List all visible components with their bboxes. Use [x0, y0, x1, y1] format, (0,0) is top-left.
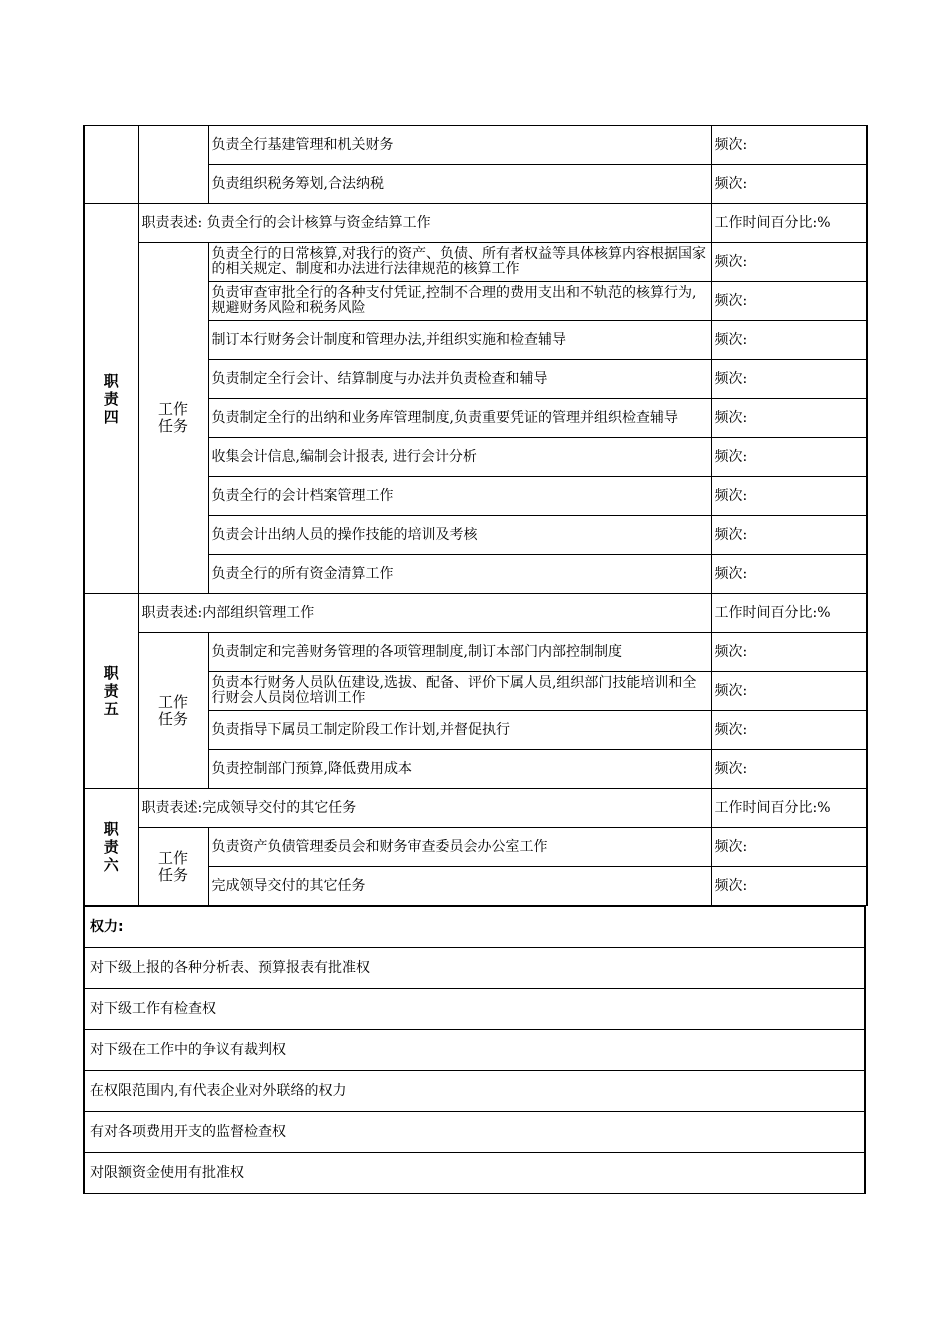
- task-text: 负责制定全行的出纳和业务库管理制度,负责重要凭证的管理并组织检查辅导: [208, 399, 711, 438]
- task-frequency: 频次:: [711, 633, 867, 672]
- duty3-label-cell: [84, 126, 138, 204]
- task-text: 完成领导交付的其它任务: [208, 867, 711, 906]
- duty6-time-percent: 工作时间百分比:%: [711, 789, 867, 828]
- task-text: 负责制定全行会计、结算制度与办法并负责检查和辅导: [208, 360, 711, 399]
- duty4-description: 职责表述: 负责全行的会计核算与资金结算工作: [138, 204, 711, 243]
- power-item-row: [84, 989, 865, 1030]
- duty5-task-row: [84, 633, 867, 672]
- power-table: [83, 905, 866, 1194]
- duty4-work-tasks-label: 工作任务: [138, 243, 208, 594]
- task-frequency: 频次:: [711, 672, 867, 711]
- task-frequency: 频次:: [711, 165, 867, 204]
- power-item: 对下级上报的各种分析表、预算报表有批准权: [84, 948, 865, 989]
- task-frequency: 频次:: [711, 399, 867, 438]
- task-frequency: 频次:: [711, 126, 867, 165]
- task-frequency: 频次:: [711, 828, 867, 867]
- duty5-description: 职责表述:内部组织管理工作: [138, 594, 711, 633]
- power-header-row: [84, 906, 865, 948]
- task-frequency: 频次:: [711, 438, 867, 477]
- task-text: 负责指导下属员工制定阶段工作计划,并督促执行: [208, 711, 711, 750]
- task-frequency: 频次:: [711, 711, 867, 750]
- task-frequency: 频次:: [711, 555, 867, 594]
- power-item: 对下级在工作中的争议有裁判权: [84, 1030, 865, 1071]
- duty3-sub-cell: [138, 126, 208, 204]
- duty6-label: 职责六: [84, 789, 138, 906]
- power-item-row: [84, 1030, 865, 1071]
- power-item-row: [84, 948, 865, 989]
- task-frequency: 频次:: [711, 867, 867, 906]
- power-item: 对下级工作有检查权: [84, 989, 865, 1030]
- job-description-sheet: [83, 125, 866, 1194]
- task-frequency: 频次:: [711, 243, 867, 282]
- task-text: 制订本行财务会计制度和管理办法,并组织实施和检查辅导: [208, 321, 711, 360]
- task-text: 负责全行基建管理和机关财务: [208, 126, 711, 165]
- power-item: 有对各项费用开支的监督检查权: [84, 1112, 865, 1153]
- duty6-task-row: [84, 828, 867, 867]
- task-text: 负责组织税务筹划,合法纳税: [208, 165, 711, 204]
- duty5-work-tasks-label: 工作任务: [138, 633, 208, 789]
- task-text: 负责本行财务人员队伍建设,选拔、配备、评价下属人员,组织部门技能培训和全行财会人员岗位培训工作: [208, 672, 711, 711]
- task-frequency: 频次:: [711, 750, 867, 789]
- duty4-desc-row: [84, 204, 867, 243]
- task-text: 负责控制部门预算,降低费用成本: [208, 750, 711, 789]
- task-frequency: 频次:: [711, 282, 867, 321]
- task-text: 收集会计信息,编制会计报表, 进行会计分析: [208, 438, 711, 477]
- power-title: 权力:: [84, 906, 865, 948]
- task-text: 负责全行的会计档案管理工作: [208, 477, 711, 516]
- power-item-row: [84, 1112, 865, 1153]
- power-item-row: [84, 1153, 865, 1194]
- task-text: 负责制定和完善财务管理的各项管理制度,制订本部门内部控制制度: [208, 633, 711, 672]
- duty3-task-row: [84, 126, 867, 165]
- duty4-task-row: [84, 243, 867, 282]
- duty4-time-percent: 工作时间百分比:%: [711, 204, 867, 243]
- task-frequency: 频次:: [711, 321, 867, 360]
- power-item-row: [84, 1071, 865, 1112]
- task-text: 负责全行的所有资金清算工作: [208, 555, 711, 594]
- task-frequency: 频次:: [711, 516, 867, 555]
- duty6-desc-row: [84, 789, 867, 828]
- task-frequency: 频次:: [711, 477, 867, 516]
- power-item: 对限额资金使用有批准权: [84, 1153, 865, 1194]
- duty4-label: 职责四: [84, 204, 138, 594]
- power-item: 在权限范围内,有代表企业对外联络的权力: [84, 1071, 865, 1112]
- task-frequency: 频次:: [711, 360, 867, 399]
- task-text: 负责审查审批全行的各种支付凭证,控制不合理的费用支出和不轨范的核算行为,规避财务风险和税务风险: [208, 282, 711, 321]
- duty6-work-tasks-label: 工作任务: [138, 828, 208, 906]
- duty5-time-percent: 工作时间百分比:%: [711, 594, 867, 633]
- task-text: 负责会计出纳人员的操作技能的培训及考核: [208, 516, 711, 555]
- duty5-label: 职责五: [84, 594, 138, 789]
- duty6-description: 职责表述:完成领导交付的其它任务: [138, 789, 711, 828]
- duties-table: [83, 125, 868, 906]
- duty5-desc-row: [84, 594, 867, 633]
- task-text: 负责资产负债管理委员会和财务审查委员会办公室工作: [208, 828, 711, 867]
- task-text: 负责全行的日常核算,对我行的资产、负债、所有者权益等具体核算内容根据国家的相关规定、制度和办法进行法律规范的核算工作: [208, 243, 711, 282]
